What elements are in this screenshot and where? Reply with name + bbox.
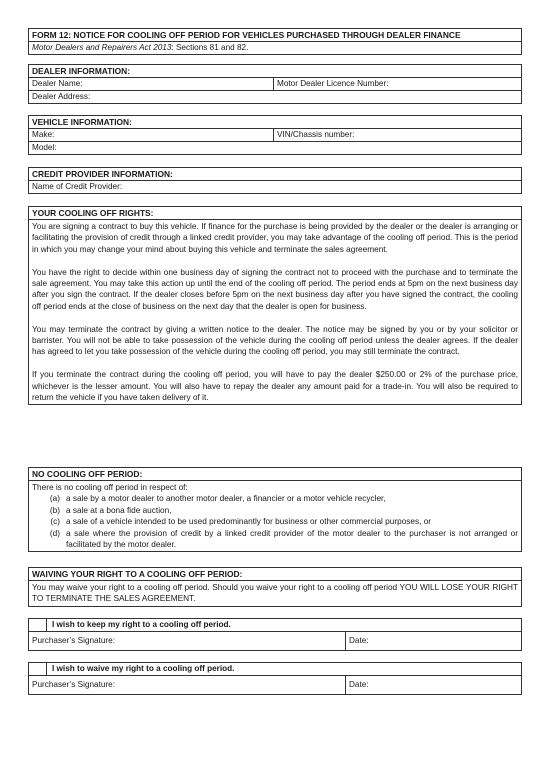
item-text: a sale at a bona fide auction,: [66, 505, 172, 515]
waive-right-checkbox[interactable]: [29, 663, 47, 675]
item-letter: (b): [49, 505, 60, 515]
item-text: a sale where the provision of credit by a linked credit provider of the motor dealer to the purchaser is not arranged or facilitated by the motor dealer.: [66, 528, 518, 550]
no-cooling-intro: There is no cooling off period in respect of:: [32, 483, 188, 492]
item-text: a sale of a vehicle intended to be used predominantly for business or other commercial purposes, or: [66, 517, 432, 527]
waive-right-option: [29, 663, 521, 675]
rights-paragraph-2: You have the right to decide within one business day of signing the contract not to proceed with the purchase and to terminate the sale agreement. You may take this action up until the end of the cooling off period. The period ends at 5pm on the next business day after you sign the contract. If the dealer closes before 5pm on the next business day after you have signed the contract, the cooling off period ends at the close of business on the next day that the dealer is open for business.: [32, 267, 518, 311]
list-item: [32, 493, 518, 504]
credit-provider-field[interactable]: Name of Credit Provider:: [29, 180, 521, 193]
rights-section: [28, 206, 522, 405]
act-reference: [29, 41, 521, 54]
waive-date-field[interactable]: Date:: [349, 680, 369, 689]
item-letter: (a): [49, 494, 60, 504]
waiving-text: You may waive your right to a cooling off period. Should you waive your right to a cooling off period YOU WILL LOSE YOUR RIGHT TO TERMINATE THE SALES AGREEMENT.: [29, 580, 521, 606]
act-name: Motor Dealers and Repairers Act 2013: [32, 43, 172, 52]
rights-body: [29, 219, 521, 404]
keep-right-option: [29, 619, 521, 631]
dealer-name-field[interactable]: Dealer Name:: [29, 78, 274, 90]
rights-paragraph-3: You may terminate the contract by giving a written notice to the dealer. The notice may be signed by you or by your solicitor or barrister. You will not be able to take possession of the vehicle during the cooling off period unless the dealer agrees. If the dealer has agreed to let you take possession of the vehicle during the cooling off period, you may still terminate the contract.: [32, 324, 518, 357]
form-title: FORM 12: NOTICE FOR COOLING OFF PERIOD FOR VEHICLES PURCHASED THROUGH DEALER FINANCE: [32, 30, 461, 40]
form-title-box: [28, 28, 522, 55]
vehicle-make-field[interactable]: Make:: [29, 129, 274, 141]
item-letter: (d): [49, 528, 60, 538]
rights-paragraph-4: If you terminate the contract during the cooling off period, you will have to pay the dealer $250.00 or 2% of the purchase price, whichever is the lesser amount. You will also have to repay the dealer any amount paid for a trade-in. You will also be required to return the vehicle if you have taken delivery of it.: [32, 370, 518, 403]
no-cooling-heading: NO COOLING OFF PERIOD:: [32, 469, 143, 479]
keep-right-label: I wish to keep my right to a cooling off period.: [52, 620, 231, 629]
credit-heading: CREDIT PROVIDER INFORMATION:: [32, 169, 173, 179]
item-letter: (c): [50, 517, 60, 527]
dealer-section: [28, 64, 522, 104]
list-item: [32, 528, 518, 551]
dealer-licence-field[interactable]: Motor Dealer Licence Number:: [277, 79, 389, 88]
no-cooling-section: [28, 467, 522, 552]
waive-right-label: I wish to waive my right to a cooling off period.: [52, 664, 235, 673]
list-item: [32, 505, 518, 516]
waive-signature-field[interactable]: Purchaser’s Signature:: [29, 676, 346, 694]
vehicle-heading: VEHICLE INFORMATION:: [32, 117, 132, 127]
exemption-list: [32, 493, 518, 550]
rights-paragraph-1: You are signing a contract to buy this vehicle. If finance for the purchase is being provided by the dealer or the dealer is arranging or facilitating the provision of credit through a linked credit provider, you may take advantage of the cooling off period. This is the period in which you may change your mind about buying this vehicle and terminate the sales agreement.: [32, 222, 518, 254]
vehicle-make-row: [29, 128, 521, 141]
dealer-heading: DEALER INFORMATION:: [32, 66, 131, 76]
no-cooling-body: [29, 480, 521, 551]
keep-right-section: [28, 618, 522, 651]
waive-right-section: [28, 662, 522, 695]
vehicle-model-field[interactable]: Model:: [29, 141, 521, 154]
vehicle-vin-field[interactable]: VIN/Chassis number:: [277, 130, 355, 139]
keep-signature-field[interactable]: Purchaser’s Signature:: [29, 632, 346, 650]
dealer-name-row: [29, 77, 521, 90]
dealer-address-field[interactable]: Dealer Address:: [29, 90, 521, 103]
keep-right-checkbox[interactable]: [29, 619, 47, 631]
item-text: a sale by a motor dealer to another motor dealer, a financier or a motor vehicle recycler,: [66, 494, 386, 504]
waiving-section: [28, 567, 522, 607]
keep-signature-row: [29, 631, 521, 650]
list-item: [32, 516, 518, 527]
rights-heading: YOUR COOLING OFF RIGHTS:: [32, 208, 154, 218]
keep-date-field[interactable]: Date:: [349, 636, 369, 645]
credit-section: [28, 167, 522, 194]
waiving-heading: WAIVING YOUR RIGHT TO A COOLING OFF PERIOD:: [32, 569, 243, 579]
act-sections: : Sections 81 and 82.: [171, 43, 249, 52]
waive-signature-row: [29, 675, 521, 694]
vehicle-section: [28, 115, 522, 155]
